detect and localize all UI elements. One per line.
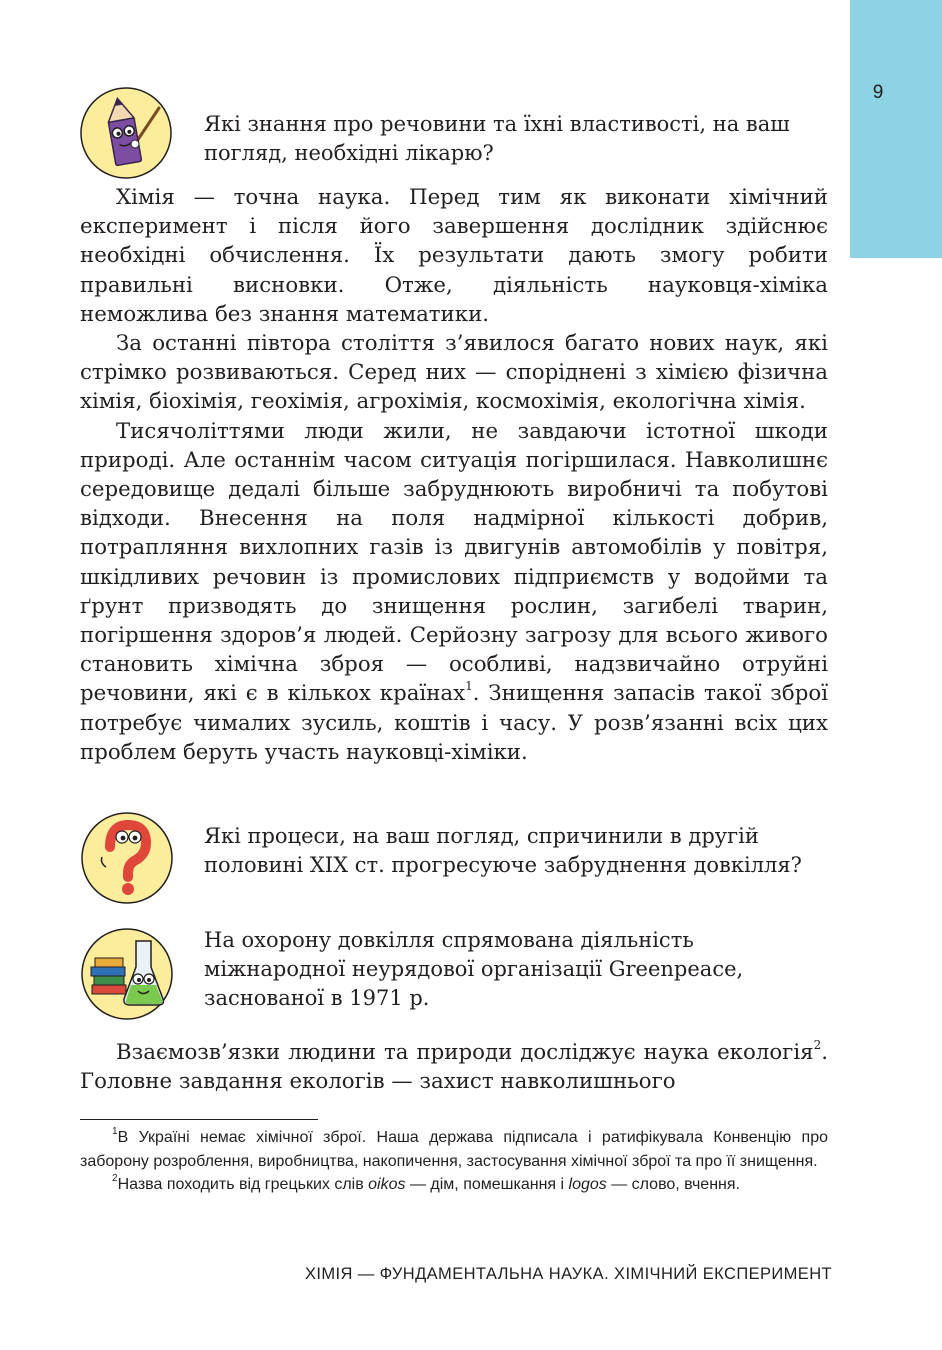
flask-books-icon — [80, 927, 174, 1021]
main-text-block-2 — [80, 1038, 828, 1096]
paragraph-environment-text: Тисячоліттями люди жили, не завдаючи істотної шкоди природі. Але останнім часом ситуація погіршилася. Навколишнє середовище дедалі більше забруднюють виробничі та побутові відходи. Внесення на поля надмірної кількості добрив, потрапляння вихлопних газів із двигунів автомобілів у повітря, шкідливих речовин із промислових підприємств у водойми та ґрунт призводять до знищення рослин, загибелі тварин, погіршення здоров’я людей. Серйозну загрозу для всього живого становить хімічна зброя — особливі, надзвичайно отруйні речовини, які є в кількох країнах — [80, 418, 828, 707]
fact-greenpeace: На охорону довкілля спрямована діяльність міжнародної неурядової організації Greenpeace, заснованої в 1971 р. — [204, 928, 744, 1010]
footnote-ref-2: 2 — [813, 1037, 822, 1052]
chapter-side-tab — [850, 0, 942, 258]
pencil-teacher-icon — [79, 86, 173, 180]
question-pollution-causes: Які процеси, на ваш погляд, спричинили в другій половині XIX ст. прогресуюче забруднення довкілля? — [204, 824, 802, 877]
paragraph-ecology-text: Взаємозв’язки людини та природи досліджує наука екологія — [116, 1040, 814, 1065]
footnote-1-mark: 1 — [112, 1125, 118, 1137]
paragraph-ecology-text-end: . Головне завдання екологів — захист навколишнього — [80, 1040, 828, 1095]
page-number: 9 — [872, 82, 884, 103]
main-text-block-1 — [80, 183, 828, 767]
question-mark-character-icon — [80, 811, 174, 905]
footnote-2-logos: logos — [568, 1176, 607, 1193]
footnote-ref-1: 1 — [465, 679, 473, 694]
footnotes — [80, 1126, 828, 1197]
footnote-1 — [80, 1126, 828, 1173]
footnote-2-mark: 2 — [112, 1172, 118, 1184]
footnote-2-text-mid: — дім, помешкання і — [405, 1176, 569, 1193]
running-footer: ХІМІЯ — ФУНДАМЕНТАЛЬНА НАУКА. ХІМІЧНИЙ ЕКСПЕРИМЕНТ — [304, 1265, 832, 1283]
paragraph-chemistry-exact-science: Хімія — точна наука. Перед тим як виконати хімічний експеримент і після його завершення дослідник здійснює необхідні обчислення. Їх результати дають змогу робити правильні висновки. Отже, діяльність науковця-хіміка неможлива без знання математики. — [80, 185, 828, 327]
paragraph-new-sciences: За останні півтора століття з’явилося багато нових наук, які стрімко розвиваються. Серед них — споріднені з хімією фізична хімія, біохімія, геохімія, агрохімія, космохімія, екологічна хімія. — [80, 331, 828, 415]
footnote-2 — [80, 1173, 828, 1197]
paragraph-ecology — [80, 1038, 828, 1096]
footnote-divider — [80, 1119, 318, 1120]
question-doctor-knowledge: Які знання про речовини та їхні властивості, на ваш погляд, необхідні лікарю? — [204, 112, 790, 165]
footnote-2-oikos: oikos — [368, 1176, 406, 1193]
footnote-2-text-end: — слово, вчення. — [606, 1176, 740, 1193]
footnote-2-text: Назва походить від грецьких слів — [117, 1176, 369, 1193]
paragraph-environment-pollution — [80, 417, 828, 767]
footnote-1-text: В Україні немає хімічної зброї. Наша держава підписала і ратифікувала Конвенцію про заборону розроблення, виробництва, накопичення, застосування хімічної зброї та про її знищення. — [80, 1129, 828, 1170]
paragraph-environment-text-end: . Знищення запасів такої зброї потребує чималих зусиль, коштів і часу. У розв’язанні всіх цих проблем беруть участь науковці-хіміки. — [80, 681, 829, 765]
